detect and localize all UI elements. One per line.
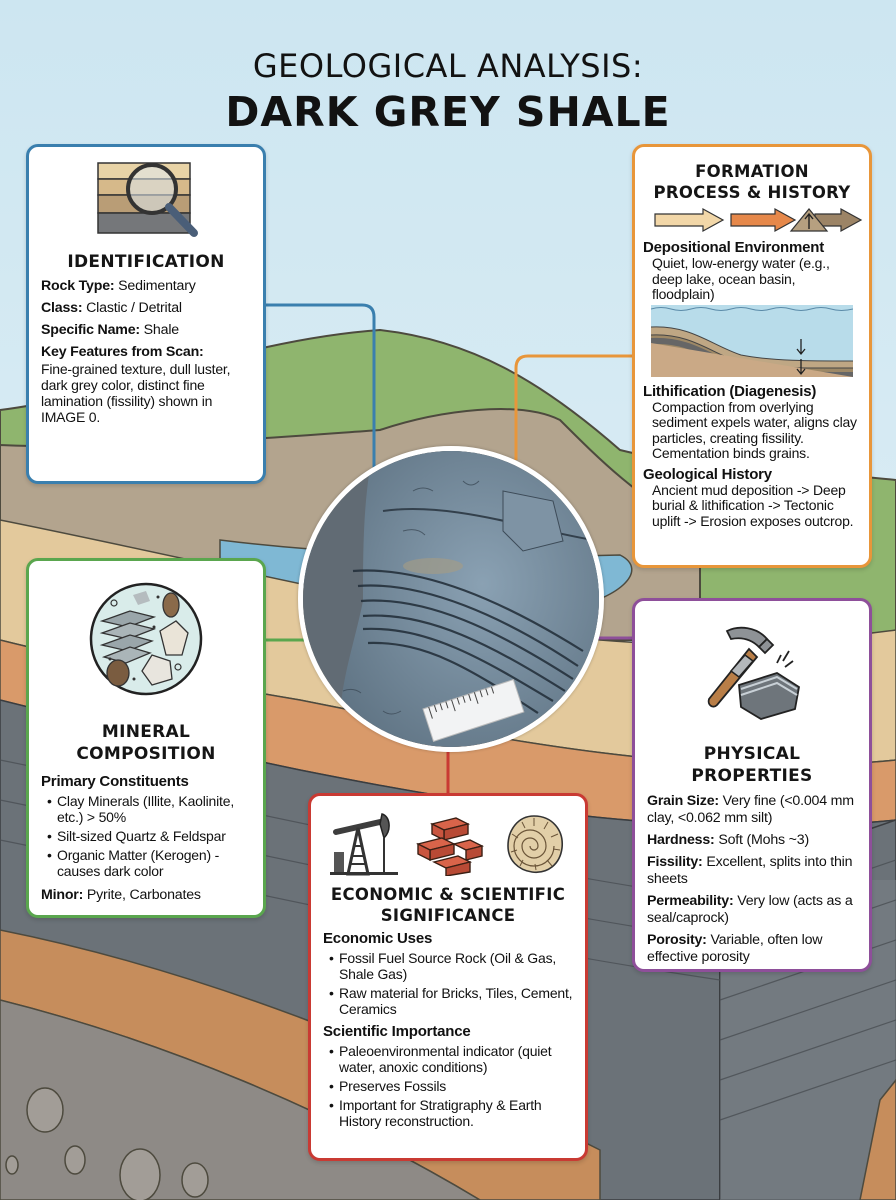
bricks-icon [412, 816, 488, 876]
geological-history-title: Geological History [643, 465, 772, 483]
list-item: • Paleoenvironmental indicator (quiet water, anoxic conditions) [329, 1043, 573, 1075]
list-item: • Silt-sized Quartz & Feldspar [47, 828, 251, 844]
hammer-splitting-shale-icon [697, 621, 807, 721]
lithification-text: Compaction from overlying sediment expels water, aligns clay particles, creating fissility. Cementation binds grains. [652, 398, 857, 461]
physical-properties-card [632, 598, 872, 972]
lithification-title: Lithification (Diagenesis) [643, 382, 817, 400]
field-fissility: Fissility: Excellent, splits into thin sheets [647, 854, 853, 887]
field-porosity: Porosity: Variable, often low effective porosity [647, 932, 823, 965]
process-arrows-icon [643, 207, 863, 233]
depositional-environment-text: Quiet, low-energy water (e.g., deep lake, ocean basin, floodplain) [652, 255, 830, 302]
field-permeability: Permeability: Very low (acts as a seal/caprock) [647, 893, 853, 926]
title-line-2: DARK GREY SHALE [225, 88, 671, 136]
mineral-composition-card [26, 558, 266, 918]
magnifier-over-rock-layers-icon [76, 159, 216, 243]
list-item: • Important for Stratigraphy & Earth History reconstruction. [329, 1097, 573, 1129]
list-item: • Fossil Fuel Source Rock (Oil & Gas, Shale Gas) [329, 950, 573, 982]
list-item: • Raw material for Bricks, Tiles, Cement, Ceramics [329, 985, 573, 1017]
identification-card [26, 144, 266, 484]
formation-card [632, 144, 872, 568]
minor-constituents: Minor: Pyrite, Carbonates [41, 887, 201, 903]
key-features-text: Fine-grained texture, dull luster, dark grey color, distinct fine lamination (fissility) shown in IMAGE 0. [41, 361, 231, 425]
ammonite-fossil-icon [502, 812, 566, 876]
oil-pump-jack-icon [330, 812, 398, 876]
title-line-1: GEOLOGICAL ANALYSIS: [252, 47, 644, 85]
scientific-importance-list [323, 1043, 573, 1129]
field-hardness: Hardness: Soft (Mohs ~3) [647, 832, 809, 848]
mineral-grains-circle-icon [88, 581, 204, 697]
primary-constituents-label: Primary Constituents [41, 773, 189, 790]
economic-uses-label: Economic Uses [323, 930, 433, 947]
field-rock-type: Rock Type: Sedimentary [41, 278, 196, 294]
physical-heading: PHYSICAL PROPERTIES [691, 744, 813, 786]
economic-significance-card [308, 793, 588, 1161]
scientific-importance-label: Scientific Importance [323, 1023, 471, 1040]
field-class: Class: Clastic / Detrital [41, 300, 182, 316]
economic-heading: ECONOMIC & SCIENTIFIC SIGNIFICANCE [330, 885, 566, 925]
formation-heading: FORMATION PROCESS & HISTORY [653, 162, 851, 202]
economic-icons-row [323, 810, 573, 876]
economic-uses-list [323, 950, 573, 1017]
primary-constituents-list [41, 793, 251, 879]
identification-heading: IDENTIFICATION [67, 252, 225, 272]
shale-sample-photo [298, 446, 604, 752]
list-item: • Organic Matter (Kerogen) - causes dark color [47, 847, 251, 879]
field-specific-name: Specific Name: Shale [41, 322, 179, 338]
key-features-label: Key Features from Scan: [41, 344, 204, 360]
list-item: • Preserves Fossils [329, 1078, 573, 1094]
shale-rock-image [303, 451, 599, 747]
geological-history-text: Ancient mud deposition -> Deep burial & lithification -> Tectonic uplift -> Erosion exposes outcrop. [652, 481, 854, 529]
basin-deposition-diagram [651, 305, 853, 377]
list-item: • Clay Minerals (Illite, Kaolinite, etc.) > 50% [47, 793, 251, 825]
page-title [0, 46, 896, 138]
depositional-environment-title: Depositional Environment [643, 239, 825, 256]
field-grain-size: Grain Size: Very fine (<0.004 mm clay, <0.062 mm silt) [647, 793, 854, 826]
mineral-heading: MINERAL COMPOSITION [76, 722, 216, 764]
